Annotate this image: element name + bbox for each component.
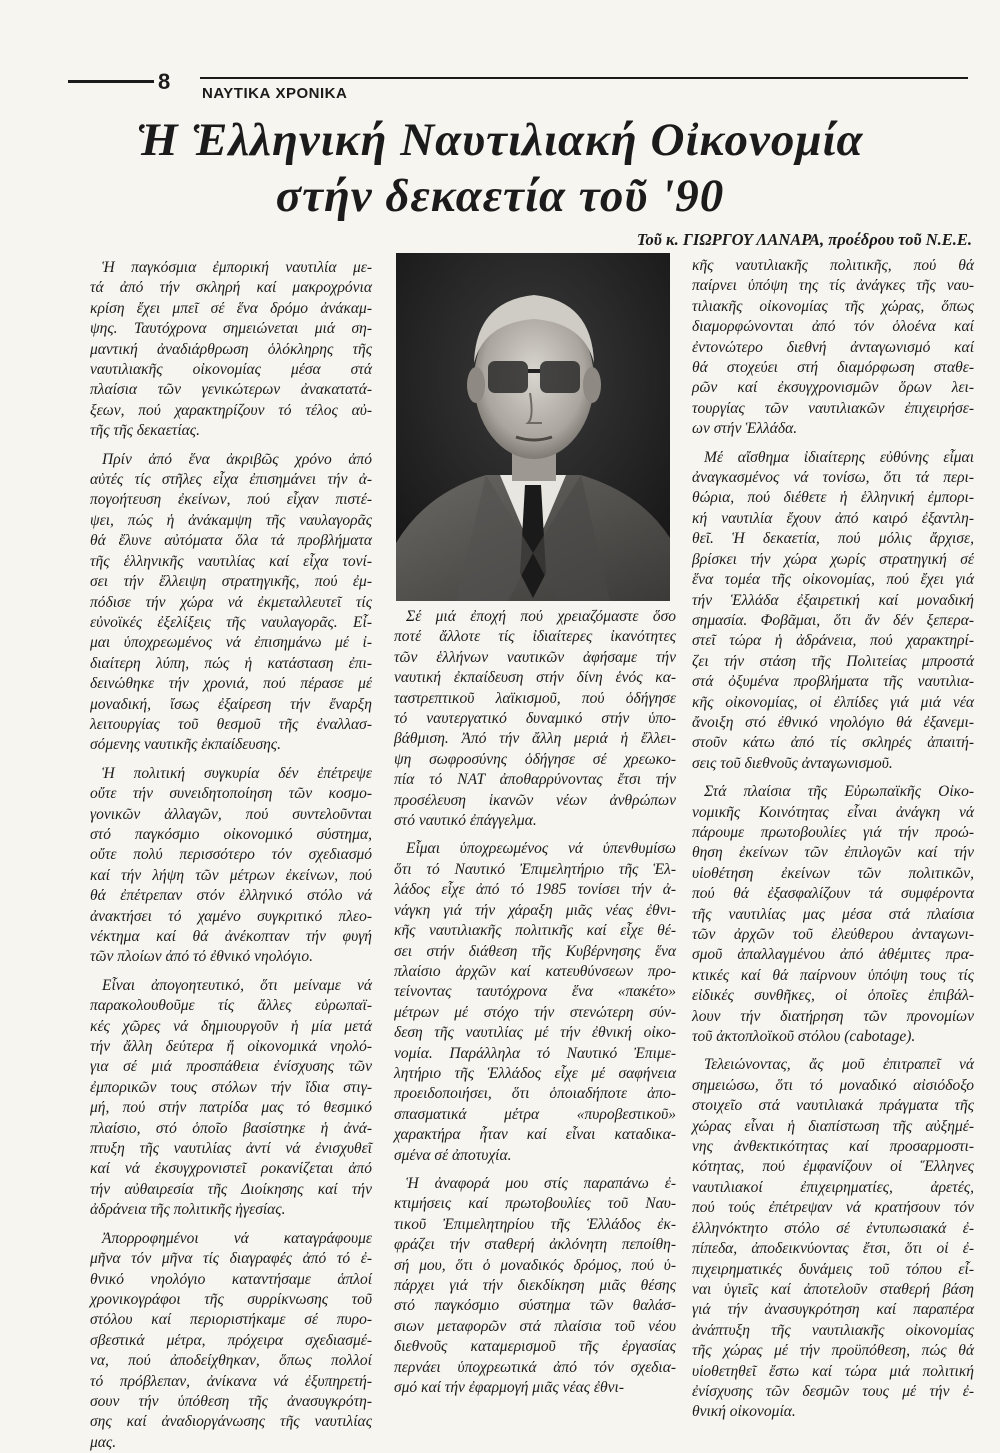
text-line: σμένα σέ ἀποτυχία. (394, 1146, 512, 1164)
text-line: διεθνοῦς καταμερισμοῦ τῆς ἐργασίας (394, 1338, 676, 1356)
text-line: τά ἀπό τήν σκληρή καί μακροχρόνια (90, 279, 372, 297)
text-line: στό παγκόσμιο σύστημα τῶν θαλάσ- (394, 1297, 676, 1315)
text-line: αὐτές τίς στῆλες εἶχα ἐπισημάνει τήν ἀ- (90, 471, 372, 489)
text-line: πού τούς ἐπέτρεψαν νά κρατήσουν τόν (692, 1199, 974, 1217)
text-line: περνάει ὑποχρεωτικά ἀπό τόν σχεδια- (394, 1358, 676, 1376)
text-line: τήν Ἑλλάδα ἐξαιρετική καί μοναδική (692, 591, 974, 609)
text-line: βρίσκει τήν χώρα χωρίς στρατηγική σέ (692, 550, 974, 568)
text-line: θνική οἰκονομία. (692, 1403, 796, 1421)
text-line: υἱοθετηθεῖ ἔστω καί τώρα μιά πολιτική (692, 1362, 974, 1380)
paragraph (692, 448, 974, 775)
text-line: Εἶμαι ὑποχρεωμένος νά ὑπενθυμίσω (406, 840, 676, 858)
text-line: τείνοντας ταυτόχρονα ἕνα «πακέτο» (394, 983, 676, 1001)
text-line: πιχειρηματικές δυνάμεις τοῦ τόπου εἶ- (692, 1260, 974, 1278)
text-line: τό ναυτεργατικό δυναμικό στήν ὑπο- (394, 710, 676, 728)
paragraph (90, 764, 372, 968)
text-line: προειδοποιήσει, ὅτι ὁποιαδήποτε ἀπο- (394, 1085, 676, 1103)
paragraph (90, 450, 372, 756)
text-line: θά ἔλυνε αὐτόματα ὅλα τά προβλήματα (90, 532, 372, 550)
text-line: ἐμπορικῶν τους στόλων τήν ἴδια στιγ- (90, 1078, 372, 1096)
text-line: τῶν πλοίων ἀπό τό ἐθνικό νηολόγιο. (90, 948, 313, 966)
text-line: για σέ μιά προσπάθεια ἐνίσχυσης τῶν (90, 1058, 372, 1076)
article-byline: Τοῦ κ. ΓΙΩΡΓΟΥ ΛΑΝΑΡΑ, προέδρου τοῦ Ν.Ε.Ε. (636, 230, 972, 249)
text-line: λάδος εἶχε ἀπό τό 1985 τονίσει τήν ἀ- (394, 881, 676, 899)
text-line: νομικῆς Κοινότητας εἶναι ἀνάγκη νά (692, 803, 974, 821)
text-line: Τελειώνοντας, ἄς μοῦ ἐπιτραπεῖ νά (704, 1056, 974, 1074)
text-line: θεῖ. Ἡ δεκαετία, πού μόλις ἄρχισε, (692, 530, 974, 548)
text-line: νης ἀνθεκτικότητας καί προσαρμοστι- (692, 1138, 974, 1156)
text-line: πλαίσια τῶν γενικώτερων ἀνακατατά- (90, 381, 372, 399)
text-line: πάρχει γιά τήν διεκδίκηση μιᾶς θέσης (394, 1277, 676, 1294)
paragraph (90, 1229, 372, 1453)
text-line: ναυτική ἐκπαίδευση στήν δίνη ἑνός κα- (394, 669, 676, 687)
text-line: χρονικογράφοι τῆς συρρίκνωσης τοῦ (90, 1290, 372, 1308)
text-line: παρακολουθοῦμε τίς ἄλλες εὐρωπαϊ- (90, 997, 372, 1015)
text-line: ἐντονώτερο διεθνή ἀνταγωνισμό καί (692, 338, 974, 356)
article-title-line-2: στήν δεκαετία τοῦ '90 (275, 170, 725, 222)
text-line: κή ναυτιλία ἔχουν ἀπό καιρό ἐξαντλη- (692, 509, 974, 527)
text-line: σπασματικά μέτρα «πυροβεστικοῦ» (394, 1105, 676, 1123)
text-line: ναυτιλιακοί ἐπιχειρηματίες, ἀρετές, (692, 1178, 974, 1196)
text-line: σης καί ἀναδιοργάνωσης τῆς ναυτιλίας (90, 1413, 372, 1431)
text-line: τό πρόβλεπαν, ἀνίκανα νά ἐξυπηρετή- (90, 1372, 372, 1390)
text-line: κτιμήσεις καί πρωτοβουλίες τοῦ Ναυ- (394, 1195, 676, 1213)
text-line: θώρια, πού διέθετε ἡ ἑλληνική ἐμπορι- (692, 489, 974, 507)
text-line: τῆς ναυτιλίας μας μέσα στά πλαίσια (692, 905, 974, 923)
text-line: τῆς χώρας μέ τήν προϋπόθεση, πώς θά (692, 1342, 974, 1360)
text-line: καί τήν λήψη τῶν μέτρων ἐκείνων, πού (90, 866, 372, 884)
text-line: Μέ αἴσθημα ἰδιαίτερης εὐθύνης εἶμαι (704, 448, 974, 466)
text-line: κτικές καί θά παίρνουν ὑπόψη τους τίς (692, 966, 974, 984)
paragraph (90, 258, 372, 442)
text-line: ὅτι τό Ναυτικό Ἐπιμελητήριο τῆς Ἑλ- (394, 860, 676, 878)
text-line: σεις τοῦ διεθνοῦς ἀνταγωνισμοῦ. (692, 754, 893, 772)
text-line: νέκτημα καί θά ἀνέκοπταν τήν φυγή (90, 928, 372, 945)
paragraph (692, 782, 974, 1047)
text-line: στό παγκόσμιο οἰκονομικό σύστημα, (90, 825, 372, 843)
text-line: υἱοθέτηση ἐκείνων τῶν πολιτικῶν, (692, 864, 974, 882)
paragraph (394, 839, 676, 1166)
text-line: προσέλευση ἱκανῶν νέων ἀνθρώπων (394, 791, 676, 809)
text-line: Πρίν ἀπό ἕνα ἀκριβῶς χρόνο ἀπό (102, 450, 372, 468)
article-column-1 (90, 258, 372, 1453)
text-line: τιλιακῆς οἰκονομίας τῆς χώρας, ὅπως (692, 297, 974, 315)
text-line: πογοήτευση ἐκείνων, πού εἶχαν πιστέ- (90, 491, 372, 509)
text-line: τῆς τῆς δεκαετίας. (90, 422, 200, 440)
text-line: τοῦ ἀκτοπλοϊκοῦ στόλου (cabotage). (692, 1028, 916, 1046)
masthead-rule-right (200, 77, 968, 79)
text-line: βάθμιση. Ἀπό τήν ἄλλη μεριά ἡ ἔλλει- (394, 730, 676, 748)
text-line: τουργίας τῶν ναυτιλιακῶν ἐπιχειρήσε- (692, 399, 974, 417)
text-line: κῆς ναυτιλιακῆς πολιτικῆς, πού θά (692, 257, 974, 274)
text-line: σουν τήν ὑπόθεση τῆς ἀνασυγκρότη- (90, 1392, 372, 1410)
article-column-3 (692, 256, 974, 1423)
text-line: μαι ὑποχρεωμένος νά ἐπισημάνω μέ ἰ- (90, 634, 372, 652)
paragraph (692, 256, 974, 440)
publication-name: ΝΑΥΤΙΚΑ ΧΡΟΝΙΚΑ (202, 85, 348, 102)
text-line: τήν αὐθαιρεσία τῆς Διοίκησης καί τήν (90, 1180, 372, 1198)
text-line: στοιχεῖο στά ναυτιλιακά πράγματα τῆς (692, 1097, 974, 1115)
text-line: ζει τήν στάση τῆς Πολιτείας μπροστά (692, 652, 974, 670)
text-line: ναυτιλιακῆς οἰκονομίας μέσα στά (90, 361, 372, 379)
text-line: ων στήν Ἑλλάδα. (692, 420, 798, 438)
text-line: τῶν ἑλλήνων ναυτικῶν ἀφήσαμε τήν (394, 648, 676, 666)
text-line: ψης. Ταυτόχρονα σημειώνεται μιά ση- (90, 320, 372, 338)
text-line: Ἀπορροφημένοι νά καταγράφουμε (102, 1229, 372, 1247)
text-line: ἀνακτήσει τό χαμένο συγκριτικό πλεο- (90, 907, 372, 925)
text-line: χώρας εἶναι ἡ διαπίστωση τῆς αὐξημέ- (692, 1117, 974, 1135)
text-line: νάγκη γιά τήν χάραξη μιᾶς νέας ἐθνι- (394, 901, 676, 919)
text-line: ψη σωφροσύνης ὁδήγησε σέ χρεωκο- (394, 750, 676, 768)
text-line: μέτρων μέ στόχο τήν στενώτερη σύν- (394, 1003, 676, 1021)
text-line: θά στοχεύει στή διαμόρφωση σταθε- (692, 359, 974, 377)
text-line: θά ἐπέτρεπαν στόν ἑλληνικό στόλο νά (90, 887, 372, 905)
text-line: σιων μεταφορῶν στά πλαίσια τοῦ νέου (394, 1317, 676, 1335)
text-line: πία τό ΝΑΤ ἀποθαρρύνοντας ἔτσι τήν (394, 771, 676, 789)
text-line: σει στήν διάθεση τῆς Κυβέρνησης ἕνα (394, 942, 676, 960)
text-line: ταστρεπτικοῦ λαϊκισμοῦ, πού ὁδήγησε (394, 689, 676, 707)
text-line: σή μου, ὅτι ὁ μοναδικός δρόμος, πού ὑ- (394, 1256, 676, 1274)
text-line: κές χῶρες νά δημιουργοῦν ἡ μία μετά (90, 1017, 372, 1035)
text-line: τῶν ἀρχῶν τοῦ ἐλεύθερου ἀνταγωνι- (692, 926, 974, 943)
text-line: ἕνα τομέα τῆς οἰκονομίας, πού ἔχει γιά (692, 571, 974, 589)
text-line: τήν ἄλλη δεύτερα ἤ οἰκονομικά νηολό- (90, 1038, 372, 1056)
text-line: πτυξη τῆς ναυτιλίας ἀντί νά ἐνισχυθεῖ (90, 1140, 372, 1158)
text-line: πόδισε τήν χώρα νά ἐκμεταλλευτεῖ τίς (90, 593, 372, 611)
author-portrait-icon (396, 253, 670, 601)
text-line: Στά πλαίσια τῆς Εὐρωπαϊκῆς Οἰκο- (704, 783, 974, 801)
text-line: γιά τήν ἀνασυγκρότηση καί παραπέρα (692, 1301, 974, 1319)
text-line: Ἡ πολιτική συγκυρία δέν ἐπέτρεψε (102, 764, 372, 782)
paragraph (394, 1174, 676, 1398)
paragraph (90, 976, 372, 1221)
text-line: ἐνίσχυσης τῶν δεσμῶν τους μέ τήν ἐ- (692, 1382, 974, 1400)
text-line: πάρουμε πρωτοβουλίες γιά τήν προώ- (692, 823, 974, 841)
text-line: δεση τῆς ναυτιλίας μέ τήν ἐθνική οἰκο- (394, 1024, 676, 1042)
text-line: μή, πού στήν πατρίδα μας τό θεσμικό (90, 1099, 372, 1117)
article-title-line-1: Ἡ Ἑλληνική Ναυτιλιακή Οἰκονομία (136, 114, 864, 166)
text-line: λουν τήν διατήρηση τῶν προνομίων (692, 1007, 974, 1025)
author-portrait-photo (396, 253, 670, 601)
text-line: λειτουργίας τοῦ θεσμοῦ τῆς ἐναλλασ- (90, 715, 372, 733)
text-line: καί νά ἐκσυγχρονιστεῖ ροκανίζεται ἀπό (90, 1160, 372, 1178)
text-line: γονικῶν ἀλλαγῶν, πού συντελοῦνται (90, 805, 372, 823)
text-line: ξεων, πού χαρακτηρίζουν τό τέλος αὐ- (90, 401, 372, 419)
text-line: τῆς ἑλληνικῆς ναυτιλίας καί εἶχα τονί- (90, 552, 372, 570)
text-line: στόλου καί περιοριστήκαμε σέ πυρο- (90, 1311, 372, 1329)
text-line: Εἶναι ἀπογοητευτικό, ὅτι μείναμε νά (102, 976, 372, 994)
text-line: μας. (90, 1433, 117, 1451)
text-line: ποτέ ἄλλοτε τίς ἰδιαίτερες ἰκανότητες (394, 628, 676, 646)
text-line: οὔτε πολύ περισσότερο τόν σχεδιασμό (90, 846, 372, 864)
text-line: μῆνα τόν μῆνα τίς διαγραφές ἀπό τό ἐ- (90, 1250, 372, 1268)
text-line: σει τήν ἔλλειψη στρατηγικῆς, πού ἐμ- (90, 573, 372, 591)
text-line: κότητας, πού ἐμφανίζουν οἱ Ἕλληνες (692, 1158, 974, 1176)
text-line: φράζει τήν σταθερή ἀκλόνητη πεποίθη- (394, 1236, 676, 1254)
paragraph (692, 1055, 974, 1422)
text-line: διαμορφώνονται ἀπό τόν ὁλοένα καί (692, 318, 974, 336)
text-line: σμό καί τήν ἐφαρμογή μιᾶς νέας ἐθνι- (394, 1379, 625, 1397)
text-line: ναι ὑγιεῖς καί ἀποτελοῦν σταθερή βάση (692, 1280, 974, 1298)
text-line: εὐνοϊκές ἐξελίξεις τῆς ναυλαγορᾶς. Εἶ- (90, 613, 372, 631)
text-line: σόμενης ναυτικῆς ἐκπαίδευσης. (90, 736, 281, 754)
text-line: πλαίσιο ἀρχῶν καί κατευθύνσεων προ- (394, 962, 676, 980)
text-line: κρίση ἔχει μπεῖ σέ ἕνα δρόμο ἀνάκαμ- (90, 299, 372, 317)
text-line: ἀνάπτυξη τῆς ναυτιλιακῆς οἰκονομίας (692, 1321, 974, 1339)
text-line: ἀδράνεια τῆς πολιτικῆς ἠγεσίας. (90, 1201, 286, 1219)
text-line: σβεστικά μέτρα, πρόχειρα σχεδιασμέ- (90, 1331, 372, 1349)
text-line: να, πού ἀποδείχθηκαν, ὅπως πολλοί (90, 1352, 372, 1370)
text-line: Ἡ παγκόσμια ἐμπορική ναυτιλία με- (102, 259, 372, 276)
text-line: πού θά ἐξασφαλίζουν τά συμφέροντα (692, 885, 974, 903)
article-column-2 (394, 607, 676, 1398)
text-line: ἑλληνόκτητο στόλο σέ ἐντυπωσιακά ἐ- (692, 1219, 974, 1237)
text-line: ἀναγκασμένος νά τονίσω, ὅτι τά περι- (692, 469, 974, 487)
text-line: Σέ μιά ἐποχή πού χρειαζόμαστε ὅσο (406, 608, 676, 625)
text-line: οὔτε τήν συνειδητοποίηση τῶν κοσμο- (90, 785, 372, 803)
text-line: λητήριο τῆς Ἑλλάδος εἶχε μέ σαφήνεια (394, 1064, 676, 1082)
text-line: μαντική ἀναδιάρθρωση ὁλόκληρης τῆς (90, 340, 372, 358)
masthead-rule-left (68, 80, 154, 83)
text-line: θηση ἐκείνων τῶν ἐπιλογῶν καί τήν (692, 844, 974, 862)
text-line: δεινώθηκε τήν χρονιά, πού πέρασε μέ (90, 675, 372, 693)
text-line: θνικό νηολόγιο καταντήσαμε ἁπλοί (90, 1270, 372, 1288)
text-line: τικοῦ Ἐπιμελητηρίου τῆς Ἑλλάδος ἐκ- (394, 1215, 676, 1233)
text-line: στό ναυτικό ἐπάγγελμα. (394, 812, 537, 830)
text-line: σημασία. Φοβᾶμαι, ὅτι ἄν δέν ξεπερα- (692, 611, 974, 629)
text-line: στεῖ τώρα ἡ ἀδράνεια, πού χαρακτηρί- (692, 632, 974, 650)
text-line: στοῦν κάτω ἀπό τίς σκληρές ἀπαιτή- (692, 734, 974, 752)
text-line: πλαίσιο, στό ὁποῖο βασίστηκε ἡ ἀνά- (90, 1119, 372, 1137)
text-line: σημειώσω, ὅτι τό μοναδικό αἰσιόδοξο (692, 1076, 974, 1094)
text-line: ἄνοιξη στό ἐθνικό νηολόγιο θά ἐξανεμι- (692, 713, 974, 731)
text-line: ψει, πώς ἡ ἀνάκαμψη τῆς ναυλαγορᾶς (90, 511, 372, 529)
paragraph (394, 607, 676, 831)
text-line: παίρνει ὑπόψη της τίς ἀνάγκες τῆς ναυ- (692, 277, 974, 295)
text-line: κῆς ναυτιλιακῆς πολιτικῆς καί εἶχε θέ- (394, 922, 676, 940)
text-line: διαίτερη λύπη, πώς ἡ κατάσταση ἐπι- (90, 654, 372, 672)
text-line: χαρακτήρα ἦταν καί εἶναι καταδικα- (394, 1126, 676, 1144)
text-line: εἰδικές συνθῆκες, οἱ ὁποῖες ἐπιβάλ- (692, 987, 974, 1005)
text-line: ρῶν καί ἐκσυγχρονισμῶν ὅρων λει- (692, 379, 974, 397)
text-line: Ἡ ἀναφορά μου στίς παραπάνω ἐ- (406, 1174, 676, 1192)
text-line: νομία. Παράλληλα τό Ναυτικό Ἐπιμε- (394, 1044, 676, 1062)
page-number: 8 (158, 69, 171, 94)
text-line: μοναδική, ἴσως ἐξαίρεση τήν ἔναρξη (90, 695, 372, 713)
text-line: πίπεδα, ἀποδεικνύοντας ἔτσι, ὅτι οἱ ἐ- (692, 1240, 974, 1258)
text-line: στά ὀξυμένα προβλήματα τῆς ναυτιλια- (692, 673, 974, 691)
text-line: κῆς οἰκονομίας, οἱ ἐλπίδες γιά μιά νέα (692, 693, 974, 711)
text-line: σμοῦ ἀπαλλαγμένου ἀπό ἀθέμιτες πρα- (692, 946, 974, 964)
